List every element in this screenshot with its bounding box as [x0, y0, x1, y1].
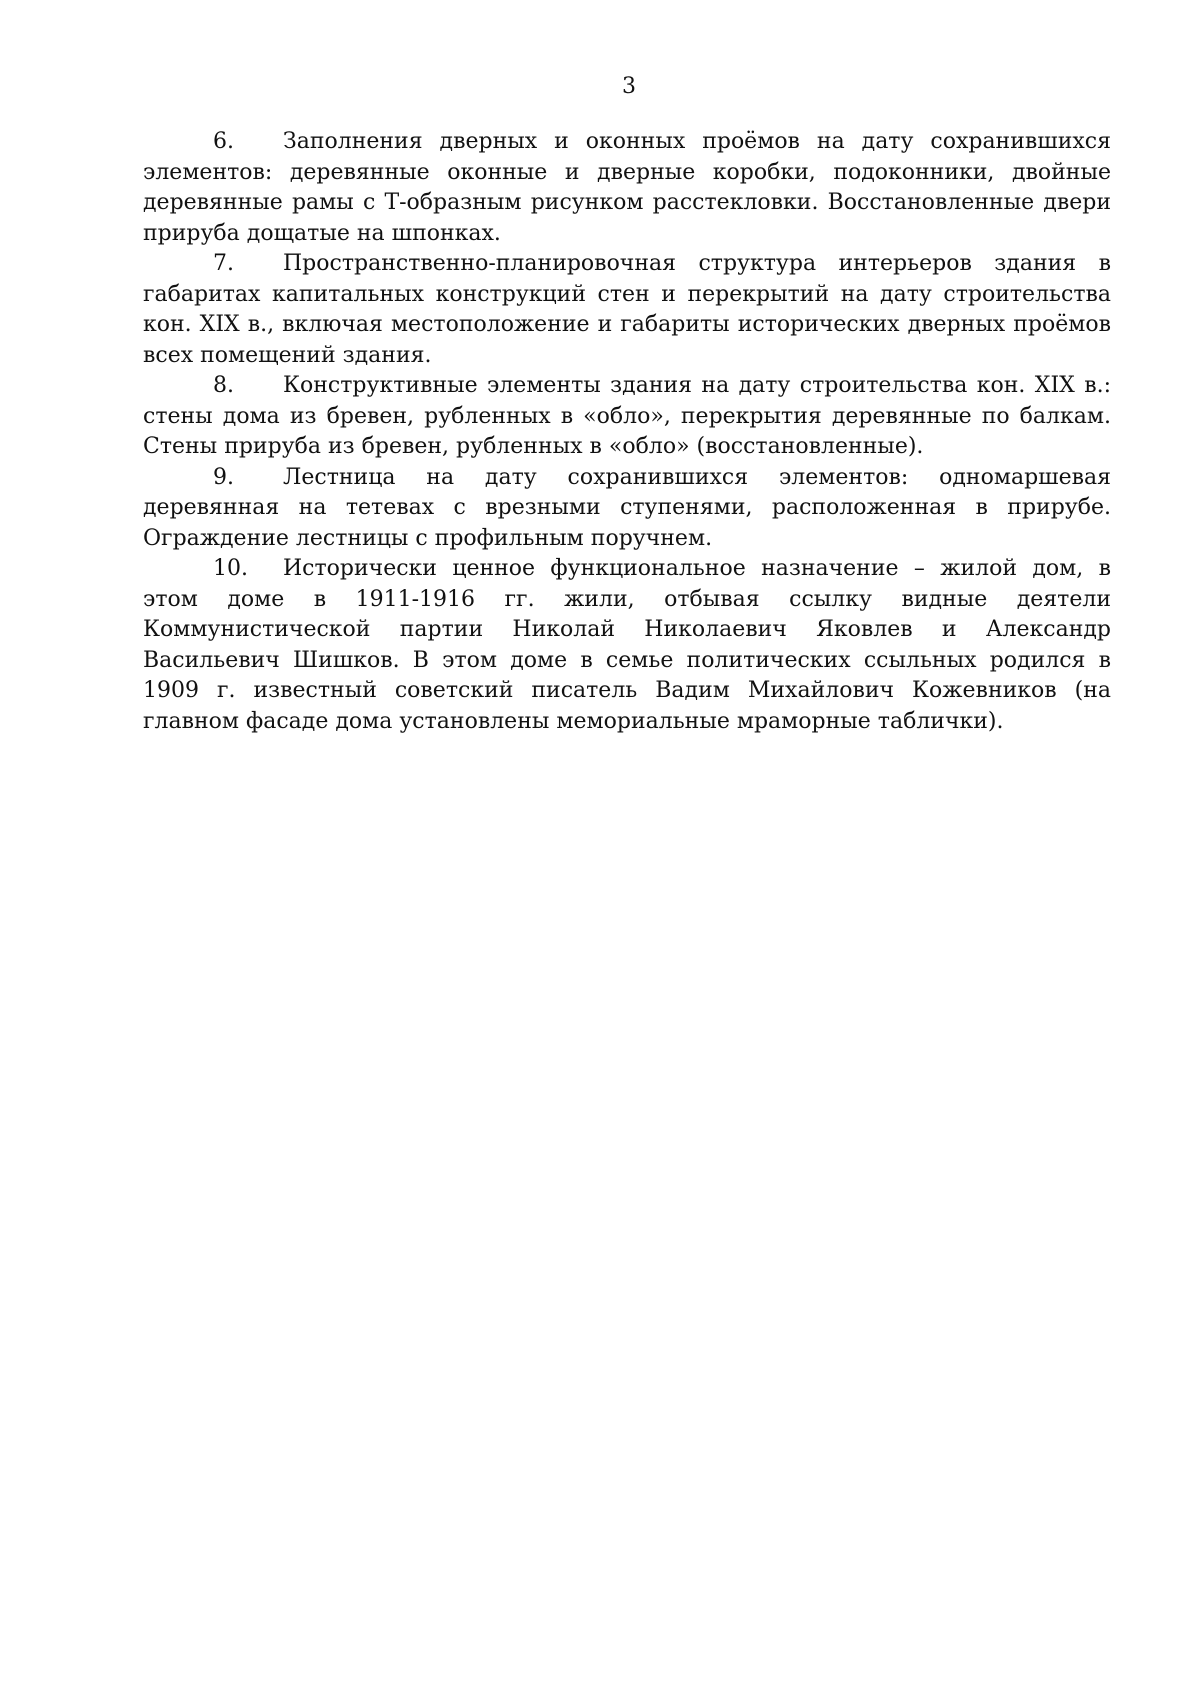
item-text: Конструктивные элементы здания на дату строительства кон. XIX в.: стены дома из бревен, рубленных в «обло», перекрытия деревянные по балкам. Стены прируба из бревен, рубленных в «обло» (восстановленные). [143, 373, 1111, 459]
list-item [143, 371, 1111, 463]
item-text: Исторически ценное функциональное назначение – жилой дом, в этом доме в 1911-1916 гг. жили, отбывая ссылку видные деятели Коммунистической партии Николай Николаевич Яковлев и Александр Васильевич Шишков. В этом доме в семье политических ссыльных родился в 1909 г. известный советский писатель Вадим Михайлович Кожевников (на главном фасаде дома установлены мемориальные мраморные таблички). [143, 556, 1111, 734]
item-number: 9. [213, 464, 234, 490]
item-number: 10. [213, 556, 248, 581]
list-item [143, 127, 1111, 249]
item-text: Пространственно-планировочная структура интерьеров здания в габаритах капитальных конструкций стен и перекрытий на дату строительства кон. XIX в., включая местоположение и габариты исторических дверных проёмов всех помещений здания. [143, 251, 1111, 368]
list-item [143, 249, 1111, 371]
item-number: 7. [213, 251, 234, 276]
list-item [143, 554, 1111, 737]
page-number: 3 [622, 74, 636, 99]
document-body [143, 127, 1111, 737]
item-text: Заполнения дверных и оконных проёмов на дату сохранившихся элементов: деревянные оконные и дверные коробки, подоконники, двойные деревянные рамы с Т-образным рисунком расстекловки. Восстановленные двери прируба дощатые на шпонках. [143, 129, 1111, 246]
list-item [143, 463, 1111, 555]
item-number: 6. [213, 129, 234, 154]
item-number: 8. [213, 373, 234, 398]
item-text: Лестница на дату сохранившихся элементов: одномаршевая деревянная на тетевах с врезными ступенями, расположенная в прирубе. Ограждение лестницы с профильным поручнем. [143, 464, 1111, 551]
